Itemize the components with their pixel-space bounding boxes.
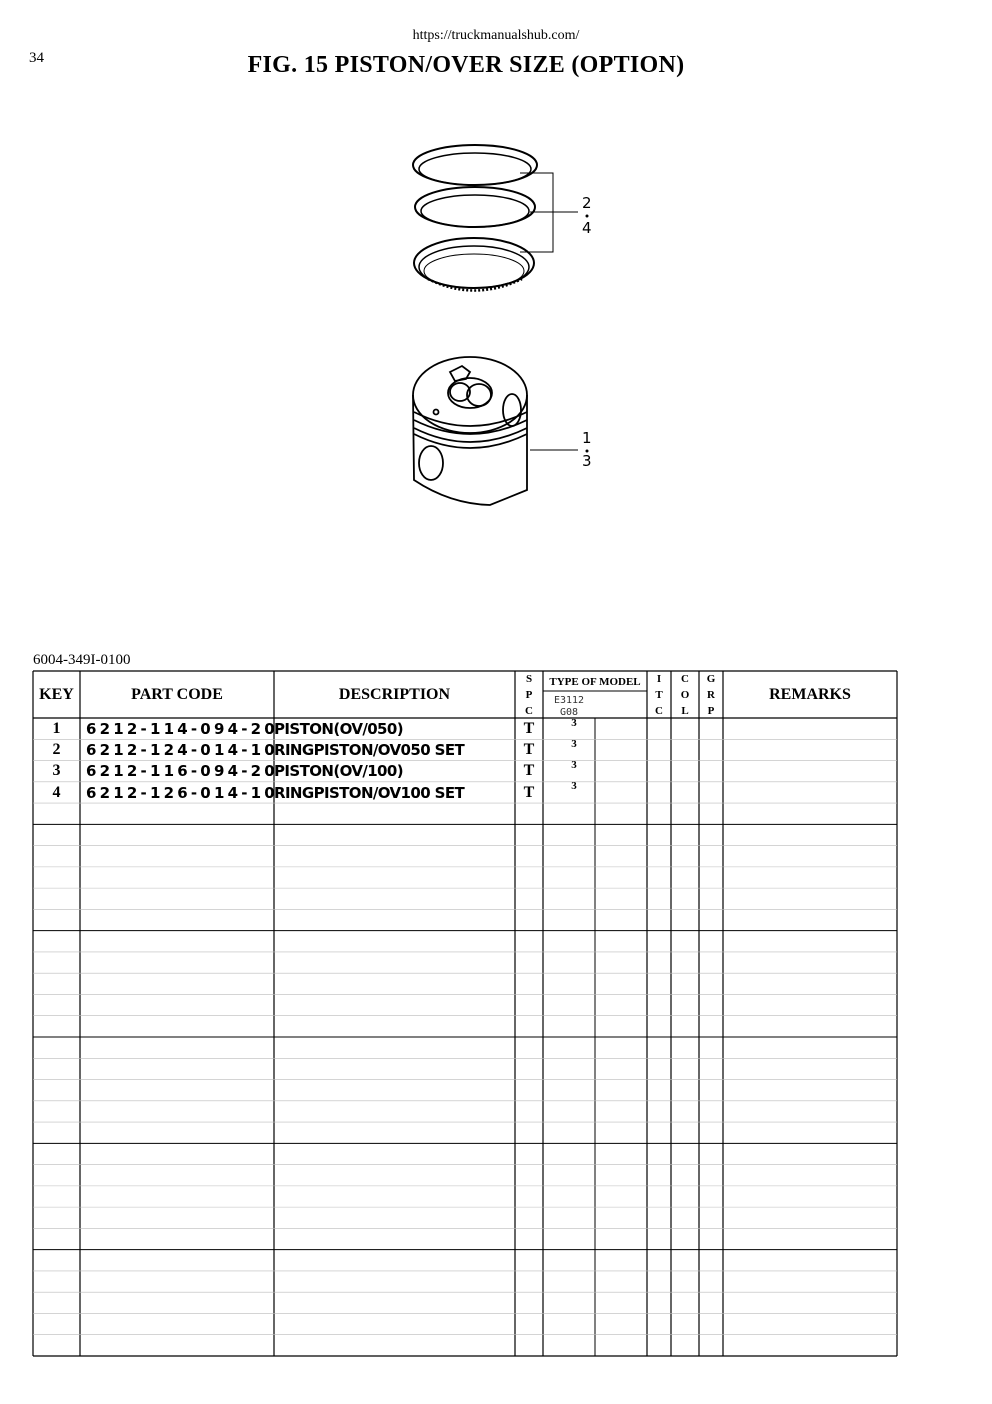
callout-4: 4 [582, 219, 592, 237]
col-header-part-code: PART CODE [131, 686, 223, 703]
col-header-spc: S P C [525, 673, 533, 717]
col-header-key: KEY [39, 686, 74, 703]
table-row-description: RINGPISTON/OV100 SET [274, 784, 465, 802]
callout-1: 1 [582, 429, 592, 447]
table-row-spc: T [523, 784, 535, 801]
table-row-quantity: 3 [571, 717, 577, 729]
source-url[interactable]: https://truckmanualshub.com/ [412, 28, 580, 43]
table-row-part-code: 6212-124-014-10 [86, 741, 278, 759]
col-header-remarks: REMARKS [769, 686, 851, 703]
table-row-spc: T [523, 720, 535, 737]
col-header-col: C O L [680, 673, 690, 717]
table-row-description: PISTON(OV/050) [274, 720, 403, 738]
col-header-grp: G R P [706, 673, 716, 717]
page-title: FIG. 15 PISTON/OVER SIZE (OPTION) [247, 52, 685, 78]
model-code: E3112 G08 [553, 695, 585, 718]
table-row-key: 4 [52, 784, 61, 801]
callout-3: 3 [582, 452, 592, 470]
col-header-itc: I T C [655, 673, 663, 717]
table-row-key: 3 [52, 762, 61, 779]
table-row-quantity: 3 [571, 780, 577, 792]
table-row-spc: T [523, 741, 535, 758]
table-row-quantity: 3 [571, 738, 577, 750]
table-row-part-code: 6212-114-094-20 [86, 720, 278, 738]
page-number: 34 [29, 50, 44, 66]
document-number: 6004-349I-0100 [33, 652, 131, 668]
col-header-type-of-model: TYPE OF MODEL [549, 676, 641, 688]
table-row-part-code: 6212-116-094-20 [86, 762, 278, 780]
table-row-key: 1 [52, 720, 61, 737]
col-header-description: DESCRIPTION [338, 686, 451, 703]
table-row-quantity: 3 [571, 759, 577, 771]
table-row-description: RINGPISTON/OV050 SET [274, 741, 465, 759]
table-row-description: PISTON(OV/100) [274, 762, 403, 780]
table-row-spc: T [523, 762, 535, 779]
table-row-key: 2 [52, 741, 61, 758]
callout-2: 2 [582, 194, 592, 212]
table-row-part-code: 6212-126-014-10 [86, 784, 278, 802]
